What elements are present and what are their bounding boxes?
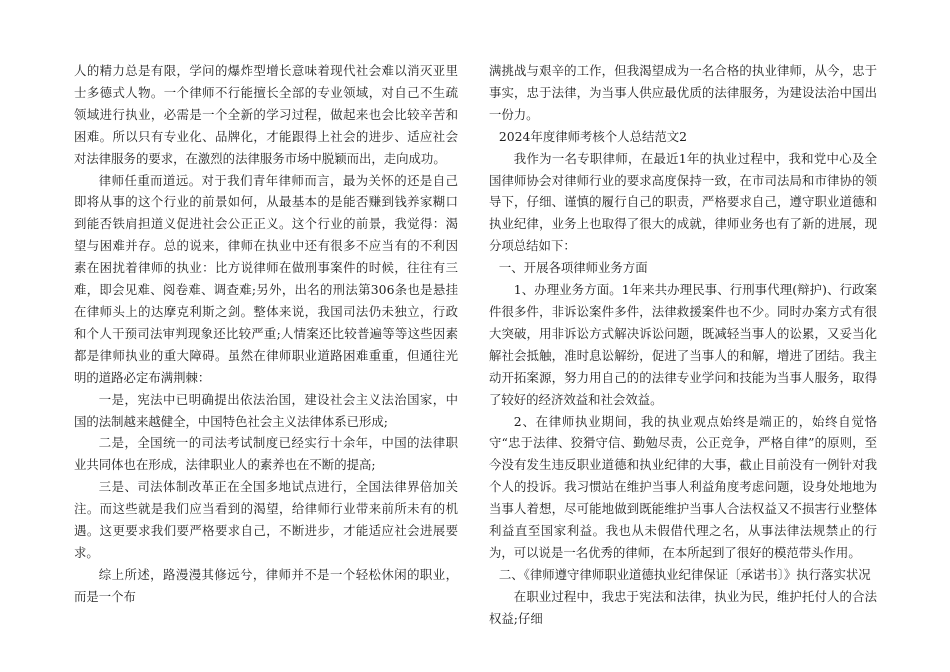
section-heading: 一、开展各项律师业务方面	[498, 260, 648, 276]
paragraph: 三是、司法体制改革正在全国多地试点进行，全国法律界倍加关注。而这些就是我们应当看到的渴望，给律师行业带来前所未有的机遇。这更要求我们要严格要求自己，不断进步，才能适应社会进展要求。	[74, 479, 458, 560]
paragraph: 我作为一名专职律师，在最近1年的执业过程中，我和党中心及全国律师协会对律师行业的要求高度保持一致，在市司法局和市律协的领导下，仔细、谨慎的履行自己的职责，严格要求自己，遵守职业道德和执业纪律，业务上也取得了很大的成就，律师业务也有了新的进展，现分项总结如下：	[489, 150, 877, 254]
paragraph: 2、在律师执业期间，我的执业观点始终是端正的，始终自觉恪守“忠于法律、狡猾守信、勤勉尽责，公正竞争，严格自律”的原则，至今没有发生违反职业道德和执业纪律的大事，截止目前没有一例针对我个人的投诉。我习惯站在维护当事人利益角度考虑问题，设身处地地为当事人着想，尽可能地做到既能维护当事人合法权益又不损害行业整体利益直至国家利益。我也从未假借代理之名，从事法律法规禁止的行为，可以说是一名优秀的律师，在本所起到了很好的模范带头作用。	[489, 413, 877, 560]
paragraph: 综上所述，路漫漫其修远兮，律师并不是一个轻松休闲的职业，而是一个布	[74, 566, 458, 604]
paragraph: 1、办理业务方面。1年来共办理民事、行刑事代理(辩护)、行政案件很多件，非诉讼案件多件，法律救援案件也不少。同时办案方式有很大突破，用非诉讼方式解决诉讼问题，既减轻当事人的讼累，又妥当化解社会抵触，准时息讼解纷，促进了当事人的和解，增进了团结。我主动开拓案源，努力用自己的的法律专业学问和技能为当事人服务，取得了较好的经济效益和社会效益。	[489, 282, 877, 407]
section-heading: 二、《律师遵守律师职业道德执业纪律保证〔承诺书〕》执行落实状况	[498, 566, 871, 582]
paragraph: 满挑战与艰辛的工作，但我渴望成为一名合格的执业律师，从今，忠于事实，忠于法律，为当事人供应最优质的法律服务，为建设法治中国出一份力。	[489, 63, 877, 122]
paragraph: 在职业过程中，我忠于宪法和法律，执业为民，维护托付人的合法权益;仔细	[489, 588, 877, 626]
paragraph: 人的精力总是有限，学问的爆炸型增长意味着现代社会难以消灭亚里士多德式人物。一个律师不行能擅长全部的专业领域，对自己不生疏领域进行执业，必需是一个全新的学习过程，做起来也会比较辛苦和困难。所以只有专业化、品牌化，才能跟得上社会的进步、适应社会对法律服务的要求，在激烈的法律服务市场中脱颖而出，走向成功。	[74, 63, 458, 166]
left-column	[74, 60, 458, 608]
paragraph: 一是，宪法中已明确提出依法治国，建设社会主义法治国家，中国的法制越来越健全，中国特色社会主义法律体系已形成;	[74, 391, 458, 429]
paragraph: 律师任重而道远。对于我们青年律师而言，最为关怀的还是自己即将从事的这个行业的前景如何，从最基本的是能否赚到钱养家糊口到能否铁肩担道义促进社会公正正义。这个行业的前景，我觉得：渴望与困难并存。总的说来，律师在执业中还有很多不应当有的不利因素在困扰着律师的执业：比方说律师在做刑事案件的时候，往往有三难，即会见难、阅卷难、调查难;另外，出名的刑法第306条也是悬挂在律师头上的达摩克利斯之剑。整体来说，我国司法仍未独立，行政和个人干预司法审判现象还比较严重;人情案还比较普遍等等这些因素都是律师执业的重大障碍。虽然在律师职业道路困难重重，但通往光明的道路必定布满荆棘：	[74, 172, 458, 385]
paragraph: 二是，全国统一的司法考试制度已经实行十余年，中国的法律职业共同体也在形成，法律职业人的素养也在不断的提高;	[74, 435, 458, 473]
section-title: 2024年度律师考核个人总结范文2	[498, 128, 688, 144]
right-column	[489, 60, 877, 630]
